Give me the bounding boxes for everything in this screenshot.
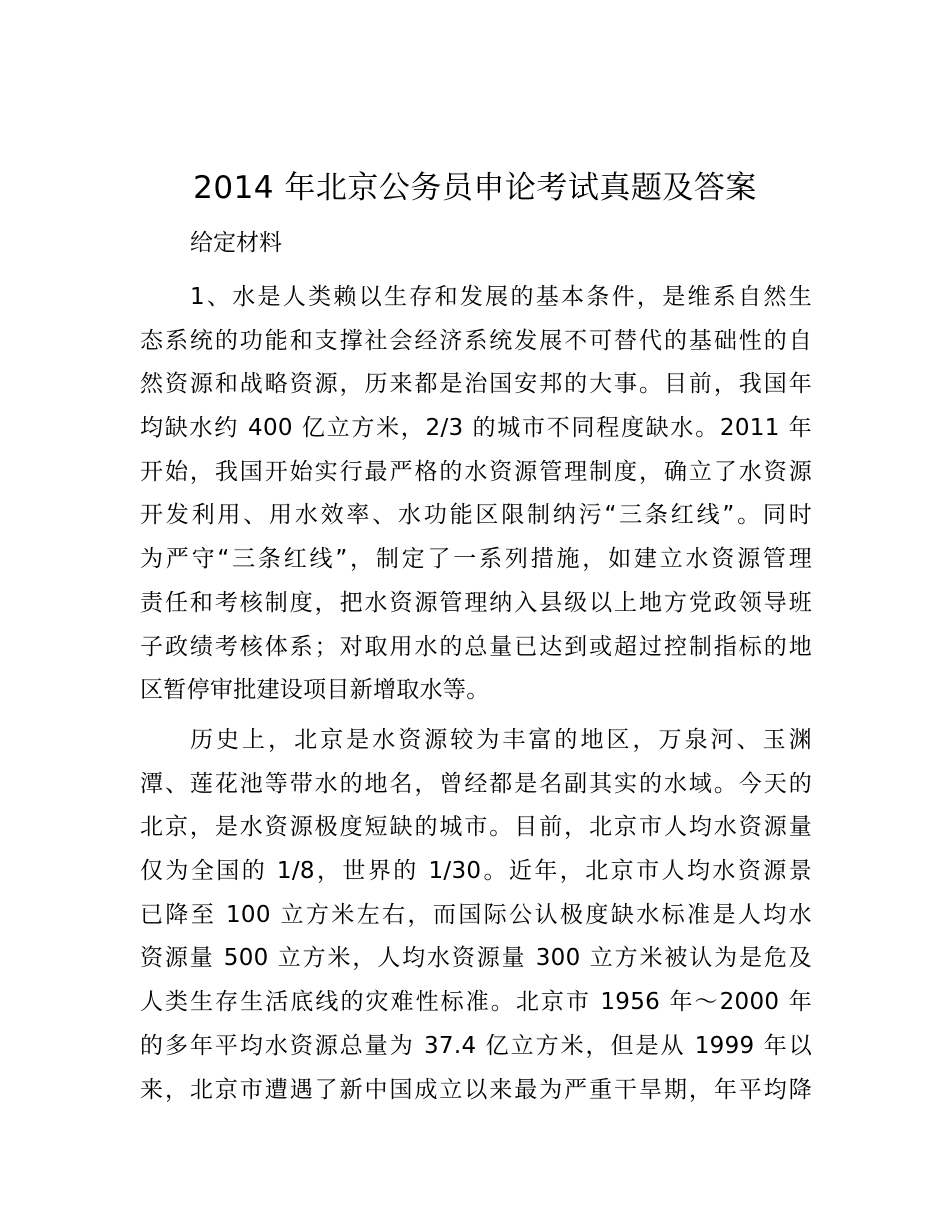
paragraph-1 xyxy=(140,276,812,713)
paragraph-line: 区暂停审批建设项目新增取水等。 xyxy=(140,677,490,704)
paragraph-line: 为严守“三条红线”，制定了一系列措施，如建立水资源管理 xyxy=(140,546,812,573)
paragraph-line: 开始，我国开始实行最严格的水资源管理制度，确立了水资源 xyxy=(140,458,812,485)
paragraph-2 xyxy=(140,719,812,1112)
paragraph-line: 开发利用、用水效率、水功能区限制纳污“三条红线”。同时 xyxy=(140,502,812,529)
paragraph-line: 态系统的功能和支撑社会经济系统发展不可替代的基础性的自 xyxy=(140,327,812,354)
paragraph-line: 均缺水约 400 亿立方米，2/3 的城市不同程度缺水。2011 年 xyxy=(140,415,812,442)
paragraph-line: 潭、莲花池等带水的地名，曾经都是名副其实的水域。今天的 xyxy=(140,770,812,797)
paragraph-line: 责任和考核制度，把水资源管理纳入县级以上地方党政领导班 xyxy=(140,589,812,616)
paragraph-line: 北京，是水资源极度短缺的城市。目前，北京市人均水资源量 xyxy=(140,814,812,841)
paragraph-line: 仅为全国的 1/8，世界的 1/30。近年，北京市人均水资源景 xyxy=(140,858,812,885)
paragraph-line: 历史上，北京是水资源较为丰富的地区，万泉河、玉渊 xyxy=(190,727,812,753)
paragraph-line: 1、水是人类赖以生存和发展的基本条件，是维系自然生 xyxy=(190,284,812,310)
section-heading: 给定材料 xyxy=(190,230,282,256)
paragraph-line: 子政绩考核体系；对取用水的总量已达到或超过控制指标的地 xyxy=(140,633,812,660)
paragraph-line: 的多年平均水资源总量为 37.4 亿立方米，但是从 1999 年以 xyxy=(140,1032,812,1059)
paragraph-line: 已降至 100 立方米左右，而国际公认极度缺水标准是人均水 xyxy=(140,901,812,928)
document-title: 2014 年北京公务员申论考试真题及答案 xyxy=(193,170,757,206)
paragraph-line: 然资源和战略资源，历来都是治国安邦的大事。目前，我国年 xyxy=(140,371,812,398)
paragraph-line: 来，北京市遭遇了新中国成立以来最为严重干旱期，年平均降 xyxy=(140,1076,812,1103)
paragraph-line: 资源量 500 立方米，人均水资源量 300 立方米被认为是危及 xyxy=(140,945,812,972)
paragraph-line: 人类生存生活底线的灾难性标准。北京市 1956 年～2000 年 xyxy=(140,989,812,1016)
